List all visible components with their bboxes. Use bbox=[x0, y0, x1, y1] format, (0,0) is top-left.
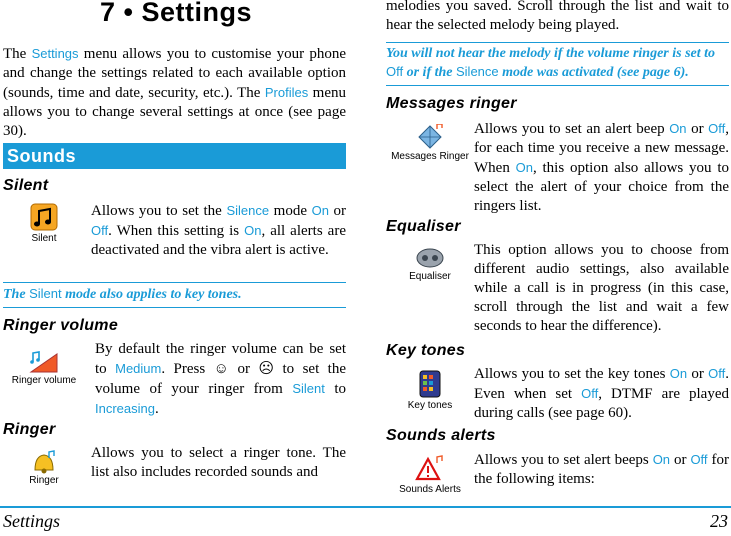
silent-value: Silent bbox=[29, 286, 62, 301]
ringer-description-continued: melodies you saved. Scroll through the list and wait to hear the selected melody being played. bbox=[386, 0, 729, 33]
equaliser-description: This option allows you to choose from different audio settings, also available while a call is in progress (in this case, scroll through the list and wait a few seconds to hear the difference). bbox=[474, 242, 729, 334]
section-header-sounds: Sounds bbox=[3, 143, 346, 169]
note-text: mode also applies to key tones. bbox=[61, 287, 242, 302]
heading-ringer: Ringer bbox=[3, 421, 56, 438]
ringer-volume-icon-box bbox=[3, 350, 85, 386]
sounds-alerts-description bbox=[474, 450, 729, 489]
messages-ringer-icon-label: Messages Ringer bbox=[391, 151, 469, 162]
desc-text: or bbox=[686, 121, 709, 137]
heading-silent: Silent bbox=[3, 177, 49, 194]
messages-ringer-icon bbox=[415, 124, 445, 150]
note-text: You will not hear the melody if the volume ringer is set to bbox=[386, 46, 716, 61]
desc-text: or bbox=[229, 361, 259, 377]
desc-text: to bbox=[324, 381, 346, 397]
key-tones-icon-label: Key tones bbox=[407, 400, 453, 411]
desc-text: Allows you to set the bbox=[91, 203, 227, 219]
note-text: or if the bbox=[403, 65, 456, 80]
profiles-link: Profiles bbox=[264, 85, 309, 100]
desc-text: , DTMF are played during calls (see page 60). bbox=[474, 386, 729, 421]
page-footer bbox=[0, 506, 731, 536]
desc-text: mode bbox=[269, 203, 312, 219]
off-value: Off bbox=[581, 386, 599, 401]
right-column bbox=[386, 0, 729, 506]
ringer-icon bbox=[31, 450, 57, 474]
desc-text: By default the ringer volume can be set to bbox=[95, 341, 346, 377]
ringer-icon-box bbox=[3, 450, 85, 486]
desc-text: , this option also allows you to select the alert of your choice from the ringers list. bbox=[474, 160, 729, 214]
settings-link: Settings bbox=[31, 46, 79, 61]
sounds-alerts-icon-label: Sounds Alerts bbox=[399, 484, 461, 495]
on-value: On bbox=[515, 160, 533, 175]
ringer-description: Allows you to select a ringer tone. The list also includes recorded sounds and bbox=[91, 445, 346, 480]
silence-value: Silence bbox=[456, 64, 499, 79]
ringer-volume-icon bbox=[29, 350, 59, 374]
smiley-key-icon: ☺ bbox=[213, 361, 229, 377]
intro-text: menu allows you to change several settings at once (see page 30). bbox=[3, 85, 347, 139]
desc-text: to set the volume of your ringer from bbox=[95, 361, 347, 397]
off-value: Off bbox=[386, 64, 404, 79]
sounds-alerts-icon bbox=[415, 455, 445, 483]
silent-icon-label: Silent bbox=[31, 233, 57, 244]
silent-icon-box bbox=[3, 202, 85, 244]
equaliser-icon-label: Equaliser bbox=[409, 271, 451, 282]
page-number: 23 bbox=[710, 511, 728, 531]
off-value: Off bbox=[708, 366, 726, 381]
ringer-volume-description bbox=[95, 340, 346, 419]
desc-text: Allows you to set the key tones bbox=[474, 366, 670, 382]
silence-value: Silence bbox=[226, 203, 270, 218]
equaliser-icon-box bbox=[389, 246, 471, 282]
off-value: Off bbox=[690, 452, 708, 467]
on-value: On bbox=[669, 121, 687, 136]
intro-text: The bbox=[3, 46, 32, 62]
desc-text: Allows you to set an alert beep bbox=[474, 121, 670, 137]
note-ringer-off bbox=[386, 42, 729, 86]
equaliser-icon bbox=[415, 246, 445, 270]
key-tones-icon-box bbox=[389, 369, 471, 411]
desc-text: , all alerts are deactivated and the vibra alert is active. bbox=[91, 223, 346, 258]
desc-text: . Even when set bbox=[474, 366, 729, 402]
desc-text: , for each time you receive a new message. When bbox=[474, 121, 729, 176]
intro-paragraph bbox=[3, 44, 346, 141]
left-column bbox=[3, 0, 346, 506]
silent-description bbox=[91, 201, 346, 260]
intro-text: menu allows you to customise your phone and change the settings related to each available option (sounds, time and date, security, etc.). The bbox=[3, 46, 346, 101]
sounds-alerts-icon-box bbox=[389, 455, 471, 495]
off-value: Off bbox=[708, 121, 726, 136]
heading-sounds-alerts: Sounds alerts bbox=[386, 427, 496, 444]
off-value: Off bbox=[91, 223, 109, 238]
messages-ringer-description-top bbox=[474, 119, 729, 216]
on-value: On bbox=[244, 223, 262, 238]
ringer-volume-icon-label: Ringer volume bbox=[11, 375, 77, 386]
desc-text: Allows you to set alert beeps bbox=[474, 452, 653, 468]
heading-messages-ringer: Messages ringer bbox=[386, 95, 517, 112]
key-tones-description bbox=[474, 364, 729, 423]
ringer-icon-label: Ringer bbox=[29, 475, 59, 486]
desc-text: . bbox=[154, 401, 159, 417]
messages-ringer-icon-box bbox=[389, 124, 471, 162]
frown-key-icon: ☹ bbox=[258, 361, 275, 377]
desc-text: for the following items: bbox=[474, 452, 729, 487]
silent-icon bbox=[29, 202, 59, 232]
desc-text: . When this setting is bbox=[108, 223, 245, 239]
on-value: On bbox=[652, 452, 671, 467]
desc-text: or bbox=[670, 452, 691, 468]
note-silent-keytones bbox=[3, 282, 346, 308]
on-value: On bbox=[311, 203, 329, 218]
silent-value: Silent bbox=[292, 381, 325, 396]
key-tones-icon bbox=[416, 369, 444, 399]
footer-section-name: Settings bbox=[3, 511, 60, 531]
heading-ringer-volume: Ringer volume bbox=[3, 317, 119, 334]
note-text: mode was activated (see page 6). bbox=[498, 65, 689, 80]
on-value: On bbox=[669, 366, 688, 381]
chapter-title: 7 • Settings bbox=[100, 0, 252, 27]
note-text: The bbox=[3, 287, 30, 302]
desc-text: or bbox=[328, 203, 347, 219]
medium-value: Medium bbox=[115, 361, 162, 376]
heading-equaliser: Equaliser bbox=[386, 218, 461, 235]
increasing-value: Increasing bbox=[95, 401, 155, 416]
heading-key-tones: Key tones bbox=[386, 342, 466, 359]
desc-text: . Press bbox=[161, 361, 214, 377]
desc-text: or bbox=[687, 366, 709, 382]
